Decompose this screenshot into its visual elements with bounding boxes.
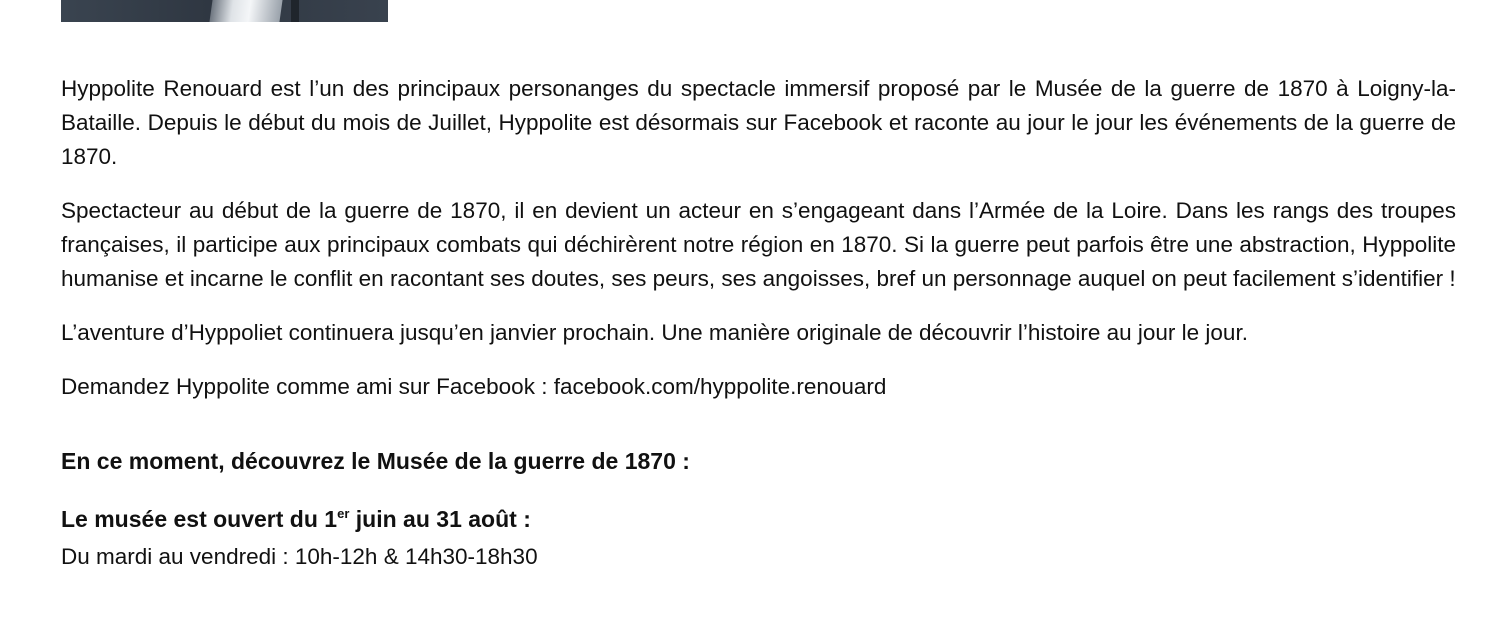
- opening-period-ordinal: er: [337, 506, 350, 521]
- opening-period-start: Le musée est ouvert du 1: [61, 506, 338, 532]
- paragraph-facebook: Demandez Hyppolite comme ami sur Facebook : facebook.com/hyppolite.renouard: [61, 374, 887, 399]
- opening-period: [61, 502, 1456, 536]
- opening-hours: Du mardi au vendredi : 10h-12h & 14h30-18h30: [61, 544, 538, 569]
- opening-period-end: juin au 31 août :: [349, 506, 531, 532]
- paragraph-intro: Hyppolite Renouard est l’un des principaux personanges du spectacle immersif proposé par le Musée de la guerre de 1870 à Loigny-la-Bataille. Depuis le début du mois de Juillet, Hyppolite est désormais sur Facebook et raconte au jour le jour les événements de la guerre de 1870.: [61, 76, 1456, 169]
- paragraph-adventure: L’aventure d’Hyppoliet continuera jusqu’en janvier prochain. Une manière originale de découvrir l’histoire au jour le jour.: [61, 320, 1248, 345]
- photo-image: [61, 0, 388, 22]
- section-heading: En ce moment, découvrez le Musée de la guerre de 1870 :: [61, 448, 690, 474]
- article-body: [61, 72, 1456, 574]
- paragraph-spectator: Spectacteur au début de la guerre de 1870, il en devient un acteur en s’engageant dans l’Armée de la Loire. Dans les rangs des troupes françaises, il participe aux principaux combats qui déchirèrent notre région en 1870. Si la guerre peut parfois être une abstraction, Hyppolite humanise et incarne le conflit en racontant ses doutes, ses peurs, ses angoisses, bref un personnage auquel on peut facilement s’identifier !: [61, 198, 1456, 291]
